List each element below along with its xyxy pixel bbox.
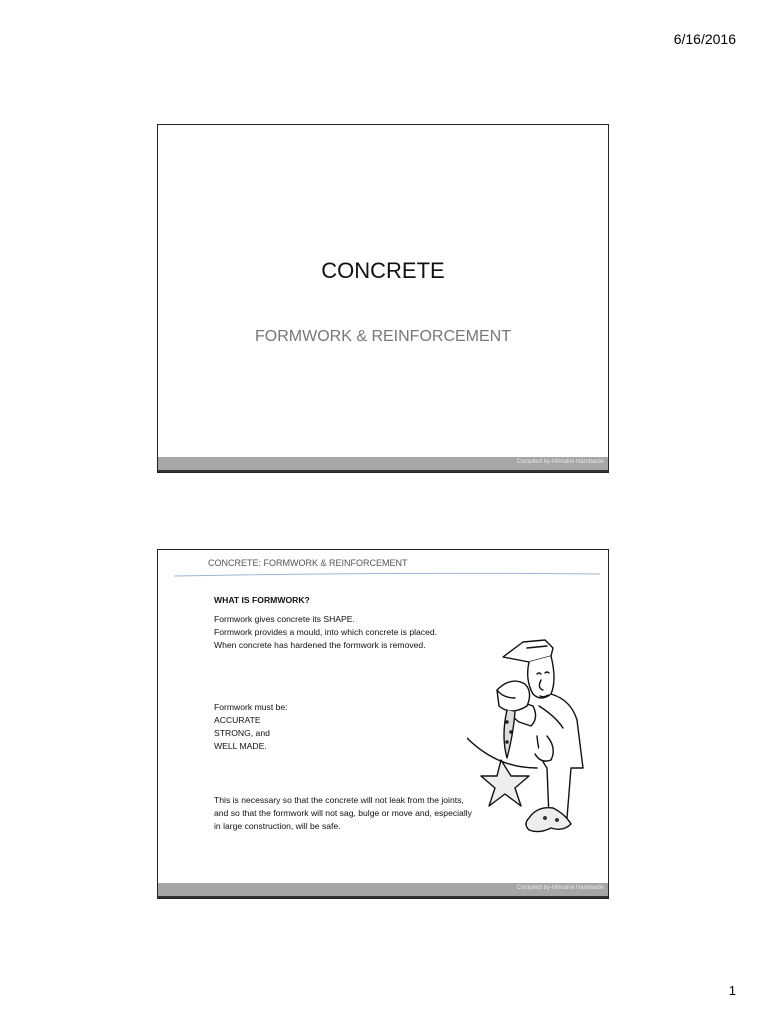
text-line: STRONG, and (214, 728, 270, 738)
section-heading: WHAT IS FORMWORK? (214, 595, 310, 605)
header-rule (174, 572, 600, 578)
formwork-explanation (214, 794, 479, 833)
text-line: WELL MADE. (214, 741, 267, 751)
slide-title-heading: CONCRETE (321, 258, 445, 283)
slide-header: CONCRETE: FORMWORK & REINFORCEMENT (208, 558, 408, 568)
text-line: Formwork gives concrete its SHAPE. (214, 614, 355, 624)
page-date: 6/16/2016 (673, 31, 736, 47)
text-line: Formwork provides a mould, into which concrete is placed. (214, 627, 438, 637)
formwork-requirements (214, 701, 288, 753)
text-line: ACCURATE (214, 715, 261, 725)
formwork-definition (214, 613, 437, 652)
worker-pouring-concrete-illustration (467, 618, 602, 843)
slide-subtitle: FORMWORK & REINFORCEMENT (255, 328, 511, 345)
slide-footer-credit: Compiled by-Mrinalini Hambarde (516, 885, 604, 891)
slide-title (157, 124, 609, 473)
slide-footer-credit: Compiled by-Mrinalini Hambarde (516, 459, 604, 465)
text-line: Formwork must be: (214, 702, 288, 712)
slide-footer-bar (158, 883, 608, 898)
text-line: When concrete has hardened the formwork is removed. (214, 640, 426, 650)
page-number: 1 (728, 983, 736, 998)
slide-formwork (157, 549, 609, 899)
slide-footer-bar (158, 457, 608, 472)
paragraph: This is necessary so that the concrete will not leak from the joints, and so that the formwork will not sag, bulge or move and, especially in large construction, will be safe. (214, 795, 472, 831)
